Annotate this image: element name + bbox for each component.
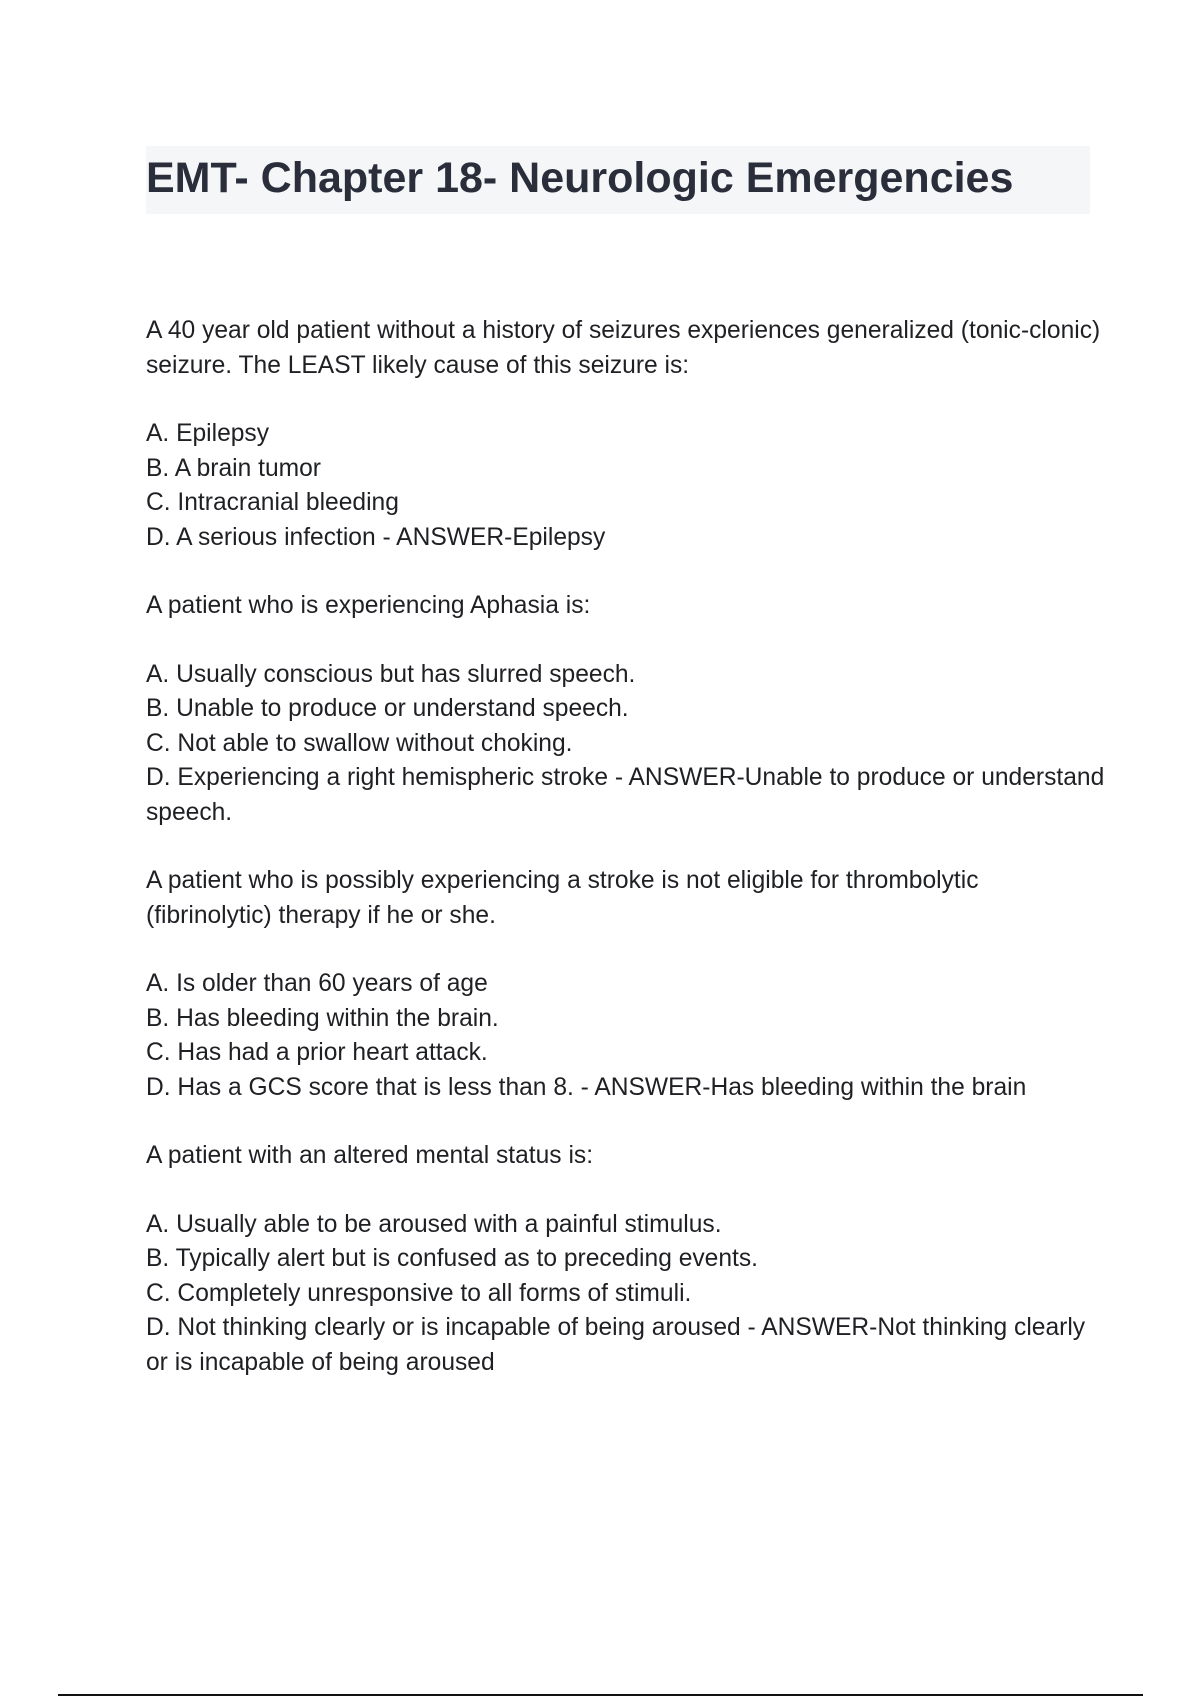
page-title: EMT- Chapter 18- Neurologic Emergencies xyxy=(146,154,1014,202)
question-list xyxy=(146,314,1106,1414)
answer-options xyxy=(146,1208,1106,1381)
question-prompt: A patient who is possibly experiencing a stroke is not eligible for thrombolytic (fibrinolytic) therapy if he or she. xyxy=(146,867,979,929)
answer-text: Not thinking clearly or is incapable of being aroused xyxy=(146,1314,1086,1376)
option-d-with-answer xyxy=(146,761,1106,830)
answer-options xyxy=(146,417,1106,555)
option-d-with-answer xyxy=(146,521,1106,556)
answer-text: Epilepsy xyxy=(512,523,606,551)
answer-separator: - xyxy=(608,764,629,791)
option-c: C. Not able to swallow without choking. xyxy=(146,729,573,757)
answer-text: Has bleeding within the brain xyxy=(710,1073,1027,1101)
option-b: B. Unable to produce or understand speech. xyxy=(146,695,629,722)
option-b: B. Has bleeding within the brain. xyxy=(146,1004,499,1032)
option-d: D. Not thinking clearly or is incapable of being aroused xyxy=(146,1314,741,1341)
option-a: A. Epilepsy xyxy=(146,420,270,447)
option-d: D. A serious infection xyxy=(146,523,376,551)
option-b: B. Typically alert but is confused as to preceding events. xyxy=(146,1245,758,1272)
answer-separator: - xyxy=(375,523,397,551)
option-d-with-answer xyxy=(146,1311,1106,1380)
option-a: A. Usually conscious but has slurred speech. xyxy=(146,660,636,688)
question-prompt: A patient with an altered mental status is: xyxy=(146,1142,594,1169)
option-d-with-answer xyxy=(146,1071,1106,1106)
option-c: C. Intracranial bleeding xyxy=(146,489,399,516)
answer-separator: - xyxy=(573,1073,595,1101)
option-c: C. Completely unresponsive to all forms of stimuli. xyxy=(146,1279,692,1307)
option-a: A. Usually able to be aroused with a painful stimulus. xyxy=(146,1210,722,1238)
question-block xyxy=(146,314,1106,555)
answer-label: ANSWER- xyxy=(594,1073,711,1101)
option-a: A. Is older than 60 years of age xyxy=(146,970,488,997)
answer-label: ANSWER- xyxy=(761,1314,878,1341)
question-prompt: A patient who is experiencing Aphasia is: xyxy=(146,592,591,619)
answer-separator: - xyxy=(740,1314,762,1341)
answer-label: ANSWER- xyxy=(396,523,513,551)
option-c: C. Has had a prior heart attack. xyxy=(146,1039,488,1066)
option-d: D. Experiencing a right hemispheric stroke xyxy=(146,764,609,791)
answer-label: ANSWER- xyxy=(628,764,745,791)
answer-options xyxy=(146,967,1106,1105)
option-d: D. Has a GCS score that is less than 8. xyxy=(146,1073,574,1101)
answer-options xyxy=(146,658,1106,831)
answer-text: Unable to produce or understand speech. xyxy=(146,764,1105,826)
footer-divider xyxy=(58,1694,1143,1696)
question-block xyxy=(146,589,1106,830)
question-block xyxy=(146,1139,1106,1380)
question-prompt: A 40 year old patient without a history of seizures experiences generalized (tonic-clonic) seizure. The LEAST likely cause of this seizure is: xyxy=(146,317,1101,379)
question-block xyxy=(146,864,1106,1105)
option-b: B. A brain tumor xyxy=(146,454,321,482)
